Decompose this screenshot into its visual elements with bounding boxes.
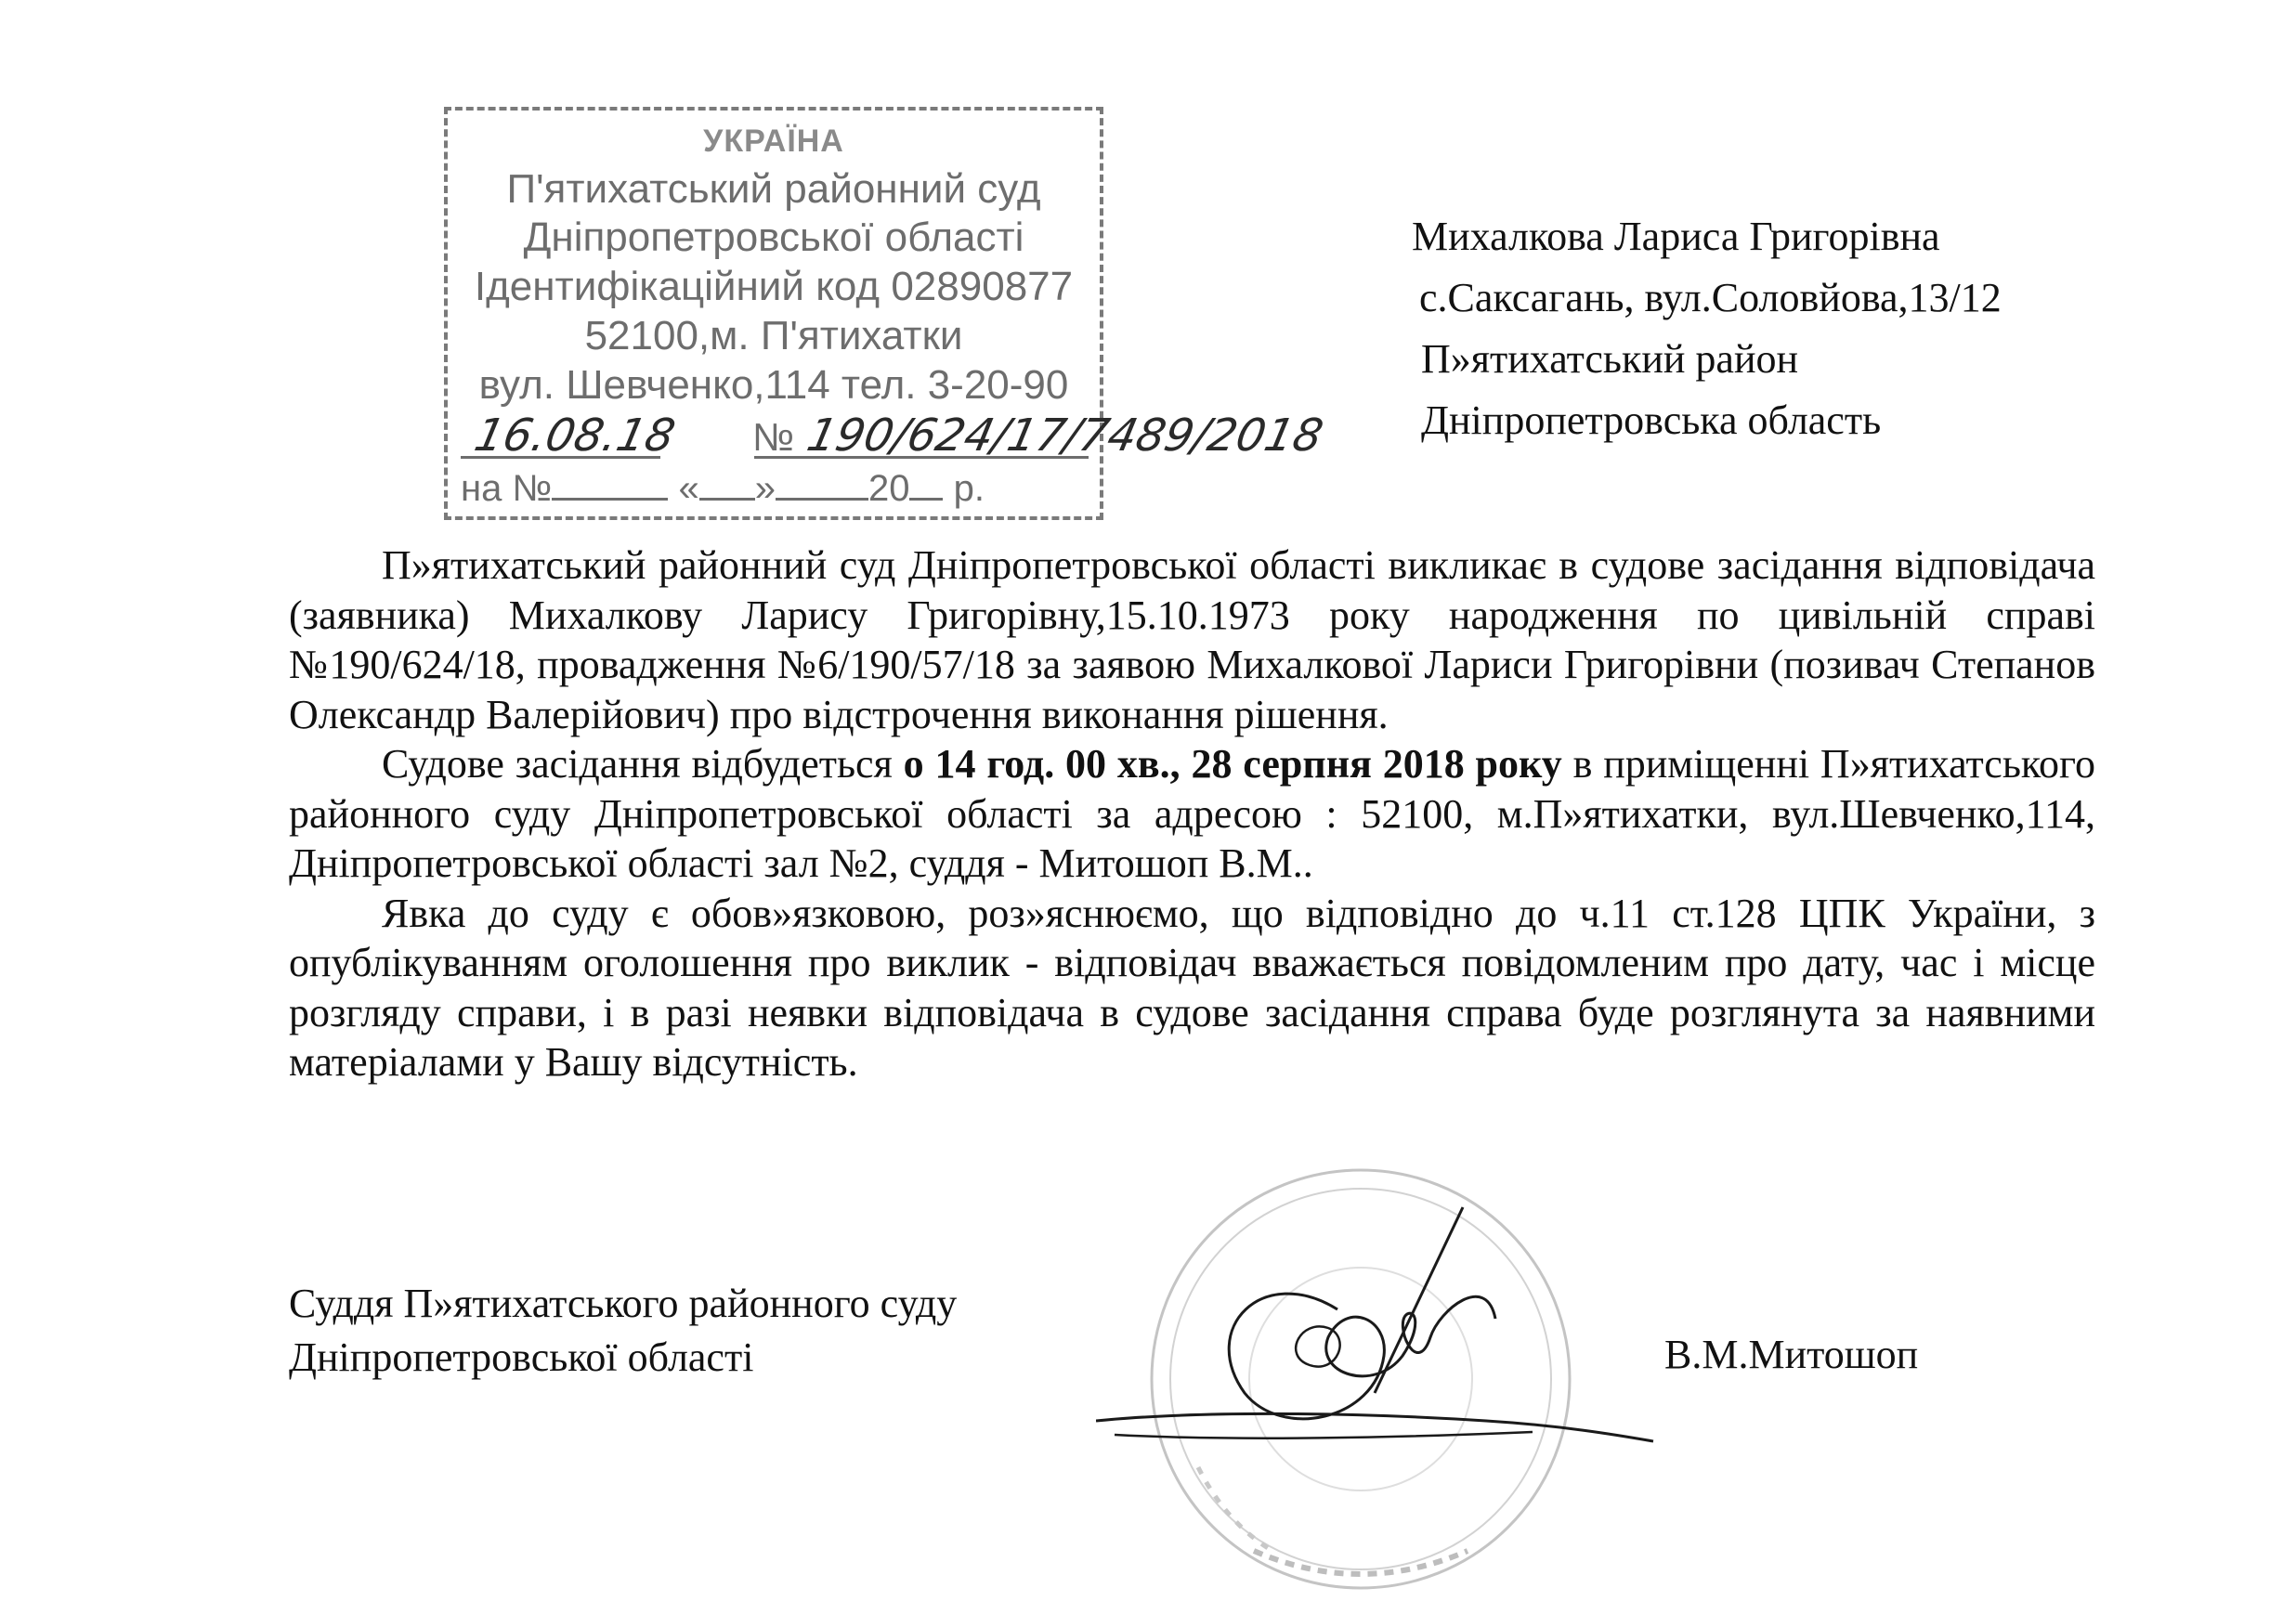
- judge-title-line-1: Суддя П»ятихатського районного суду: [289, 1281, 958, 1326]
- stamp-blank-underline: [552, 498, 668, 501]
- handwritten-signature-icon: [1096, 1198, 1672, 1504]
- stamp-quote-open: «: [678, 468, 699, 509]
- stamp-blank-underline: [909, 498, 943, 501]
- stamp-date-underline: [461, 456, 660, 459]
- summons-body: [289, 540, 2095, 1087]
- stamp-street: вул. Шевченко,114 тел. 3-20-90: [478, 362, 1069, 408]
- hearing-text-start: Судове засідання відбудеться: [382, 741, 904, 787]
- stamp-quote-close: »: [754, 468, 776, 509]
- addressee-district: П»ятихатський район: [1421, 336, 1799, 382]
- paragraph-attendance: Явка до суду є обов»язковою, роз»яснюємо, що відповідно до ч.11 ст.128 ЦПК України, з опублікуванням оголошення про виклик - відповідач вважається повідомленим про дату, час і місце розгляду справи, і в разі неявки відповідача в судове засідання справа буде розглянута за наявними матеріалами у Вашу відсутність.: [289, 890, 2095, 1085]
- hearing-datetime: о 14 год. 00 хв., 28 серпня 2018 року: [903, 741, 1562, 787]
- stamp-handwritten-date: 16.08.18: [470, 410, 680, 462]
- judge-title-line-2: Дніпропетровської області: [289, 1334, 754, 1380]
- stamp-court-name: П'ятихатський районний суд: [506, 166, 1041, 212]
- stamp-blank-underline: [699, 498, 755, 501]
- judge-name: В.М.Митошоп: [1664, 1332, 1919, 1377]
- stamp-in-reply-row: [461, 468, 985, 510]
- stamp-id-code: Ідентифікаційний код 02890877: [474, 264, 1074, 309]
- paragraph-hearing: [289, 739, 2095, 889]
- stamp-year-suffix: р.: [953, 468, 985, 509]
- judge-title: [289, 1277, 957, 1385]
- stamp-city: 52100,м. П'ятихатки: [584, 313, 963, 358]
- addressee-name: Михалкова Лариса Григорівна: [1412, 214, 1940, 259]
- addressee-block: [1410, 206, 2002, 451]
- addressee-address: с.Саксагань, вул.Соловйова,13/12: [1419, 275, 2002, 320]
- stamp-on-no-label: на №: [461, 468, 553, 509]
- stamp-number-underline: [754, 456, 1089, 459]
- registration-stamp: [444, 107, 1328, 520]
- paragraph-summons: П»ятихатський районний суд Дніпропетровської області викликає в судове засідання відповідача (заявника) Михалкову Ларису Григорівну,15.10.1973 року народження по цивільній справі №190/624/18, провадження №6/190/57/18 за заявою Михалкової Лариси Григорівни (позивач Степанов Олександр Валерійович) про відстрочення виконання рішення.: [289, 542, 2095, 737]
- stamp-blank-underline: [776, 498, 868, 501]
- stamp-year: 20: [868, 468, 910, 509]
- stamp-handwritten-number: 190/624/17/7489/2018: [802, 410, 1328, 462]
- addressee-region: Дніпропетровська область: [1421, 397, 1882, 443]
- stamp-number-label: №: [752, 415, 795, 459]
- stamp-region: Дніпропетровської області: [523, 215, 1024, 260]
- stamp-country: УКРАЇНА: [703, 124, 844, 159]
- hearing-text-end: в приміщенні П»ятихатського районного суду Дніпропетровської області за адресою : 52100, м.П»ятихатки, вул.Шевченко,114, Дніпропетровської області зал №2, суддя - Митошоп В.М..: [289, 741, 2095, 886]
